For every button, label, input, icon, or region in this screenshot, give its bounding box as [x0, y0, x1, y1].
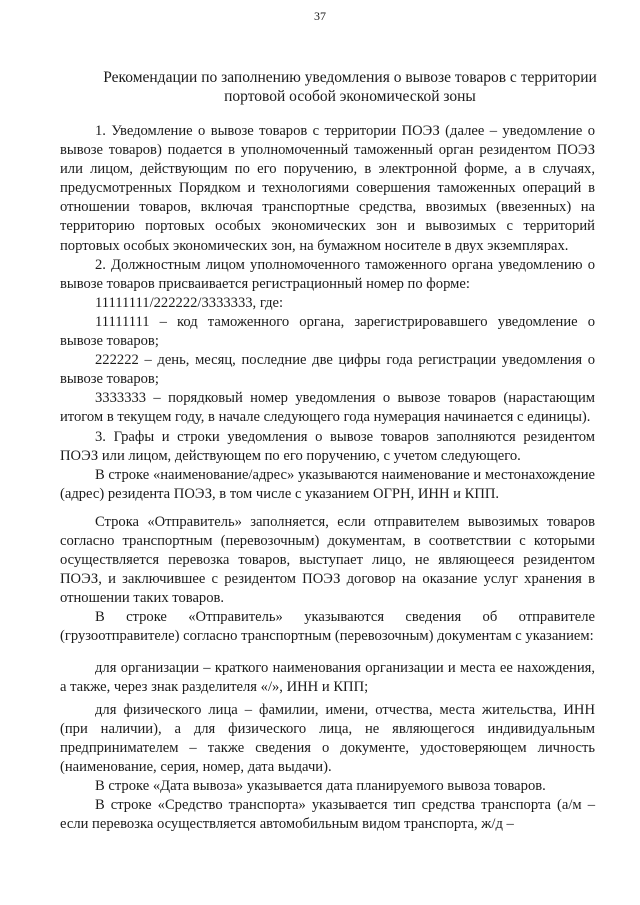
paragraph: В строке «Отправитель» указываются сведения об отправителе (грузоотправителе) согласно транспортным (перевозочным) документам с указанием: — [60, 609, 595, 645]
page-number: 37 — [314, 9, 326, 23]
document-title — [70, 68, 630, 106]
title-line-1: Рекомендации по заполнению уведомления о вывозе товаров с территории — [103, 69, 597, 86]
paragraph: 222222 – день, месяц, последние две цифры года регистрации уведомления о вывозе товаров; — [60, 352, 595, 388]
paragraph: для организации – краткого наименования организации и места ее нахождения, а также, через знак разделителя «/», ИНН и КПП; — [60, 659, 595, 695]
paragraph: В строке «Средство транспорта» указывается тип средства транспорта (а/м – если перевозка осуществляется автомобильным видом транспорта, ж/д – — [60, 797, 595, 833]
document-body — [60, 122, 595, 834]
title-line-2: портовой особой экономической зоны — [224, 88, 476, 105]
paragraph: 11111111/222222/3333333, где: — [95, 294, 284, 311]
paragraph: 2. Должностным лицом уполномоченного таможенного органа уведомлению о вывозе товаров присваивается регистрационный номер по форме: — [60, 256, 595, 292]
paragraph: В строке «наименование/адрес» указываются наименование и местонахождение (адрес) резидента ПОЭЗ, в том числе с указанием ОГРН, ИНН и КПП. — [60, 466, 595, 502]
paragraph: В строке «Дата вывоза» указывается дата планируемого вывоза товаров. — [95, 778, 546, 795]
paragraph: 11111111 – код таможенного органа, зарегистрировавшего уведомление о вывозе товаров; — [60, 313, 595, 350]
paragraph: Строка «Отправитель» заполняется, если отправителем вывозимых товаров согласно транспортным (перевозочным) документам, в соответствии с которыми осуществляется перевозка товаров, выступает лицо, не являющееся резидентом ПОЭЗ, и заключившее с резидентом ПОЭЗ договор на оказание услуг хранения в отношении таких товаров. — [60, 513, 595, 607]
paragraph: 1. Уведомление о вывозе товаров с территории ПОЭЗ (далее – уведомление о вывозе товаров) подается в уполномоченный таможенный орган резидентом ПОЭЗ или лицом, действующим по его поручению, в электронной форме, а в случаях, предусмотренных Порядком и технологиями совершения таможенных операций в отношении товаров, включая транспортные средства, ввозимых (ввезенных) на территорию портовых особых экономических зон и вывозимых с территорий портовых особых экономических зон, на бумажном носителе в двух экземплярах. — [60, 123, 595, 254]
paragraph: 3333333 – порядковый номер уведомления о вывозе товаров (нарастающим итогом в текущем году, в начале следующего года нумерация начинается с единицы). — [60, 390, 595, 426]
paragraph: для физического лица – фамилии, имени, отчества, места жительства, ИНН (при наличии), а для физического лица, не являющегося индивидуальным предпринимателем – также сведения о документе, удостоверяющем личность (наименование, серия, номер, дата выдачи). — [60, 701, 595, 775]
paragraph: 3. Графы и строки уведомления о вывозе товаров заполняются резидентом ПОЭЗ или лицом, действующем по его поручению, с учетом следующего. — [60, 428, 595, 464]
